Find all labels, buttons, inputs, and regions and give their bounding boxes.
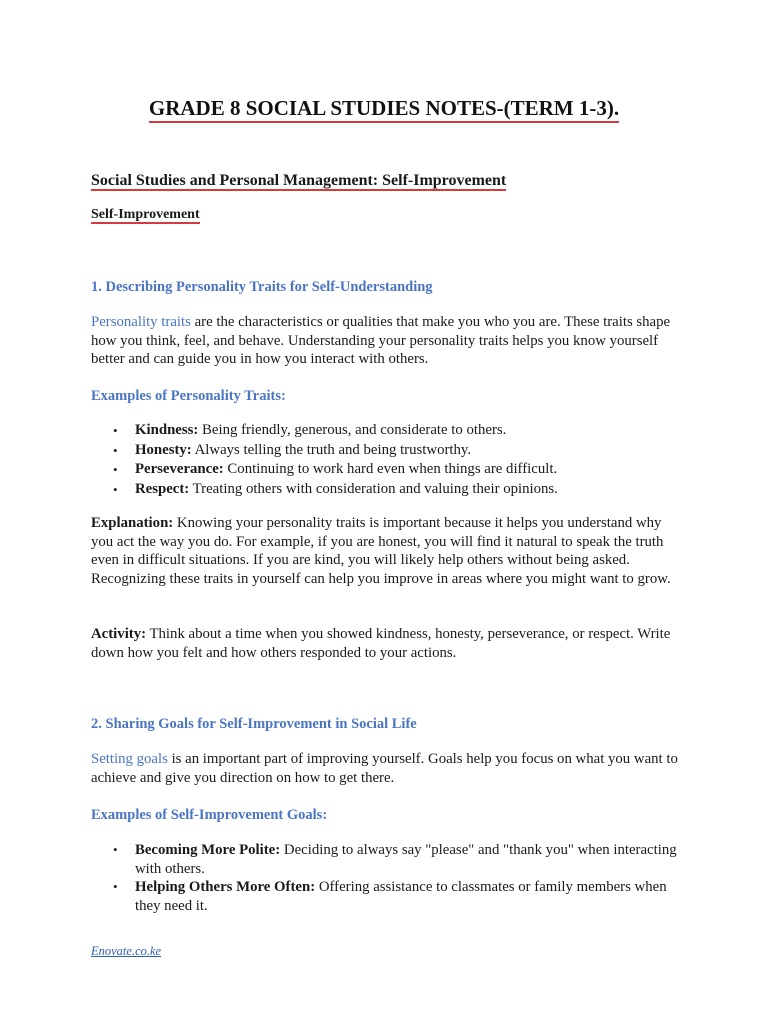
subheading: Self-Improvement	[91, 207, 200, 222]
list-item: • Becoming More Polite: Deciding to always say "please" and "thank you" when interacting with others.	[113, 841, 683, 878]
paragraph-explanation: Explanation: Knowing your personality traits is important because it helps you understand why you act the way you do. For example, if you are honest, you will find it natural to speak the truth even in difficult situations. If you are kind, you will likely help others without being asked. Recognizing these traits in yourself can help you improve in areas where you might want to grow.	[91, 515, 671, 587]
paragraph-personality-traits: Personality traits are the characteristics or qualities that make you who you are. These traits shape how you think, feel, and behave. Understanding your personality traits helps you know yourself better and can guide you in how you interact with others.	[91, 314, 671, 368]
paragraph-setting-goals: Setting goals is an important part of improving yourself. Goals help you focus on what you want to achieve and give you direction on how to get there.	[91, 751, 678, 786]
list-item: • Kindness: Being friendly, generous, and considerate to others.	[113, 421, 683, 441]
list-item: • Helping Others More Often: Offering assistance to classmates or family members when they need it.	[113, 878, 683, 915]
examples-heading: Examples of Personality Traits:	[91, 388, 286, 404]
examples-heading: Examples of Self-Improvement Goals:	[91, 807, 328, 823]
list-item: • Honesty: Always telling the truth and being trustworthy.	[113, 441, 683, 461]
list-item: • Respect: Treating others with consideration and valuing their opinions.	[113, 480, 683, 500]
section-heading: 1. Describing Personality Traits for Self-Understanding	[91, 279, 433, 295]
section-heading: 2. Sharing Goals for Self-Improvement in Social Life	[91, 716, 417, 732]
traits-list	[113, 421, 683, 499]
paragraph-activity: Activity: Think about a time when you showed kindness, honesty, perseverance, or respect. Write down how you felt and how others responded to your actions.	[91, 626, 671, 661]
subtitle: Social Studies and Personal Management: Self-Improvement	[91, 172, 507, 189]
goals-list	[113, 841, 683, 915]
list-item: • Perseverance: Continuing to work hard even when things are difficult.	[113, 460, 683, 480]
footer-link[interactable]: Enovate.co.ke	[91, 944, 162, 958]
page-title: GRADE 8 SOCIAL STUDIES NOTES-(TERM 1-3).	[0, 96, 768, 121]
